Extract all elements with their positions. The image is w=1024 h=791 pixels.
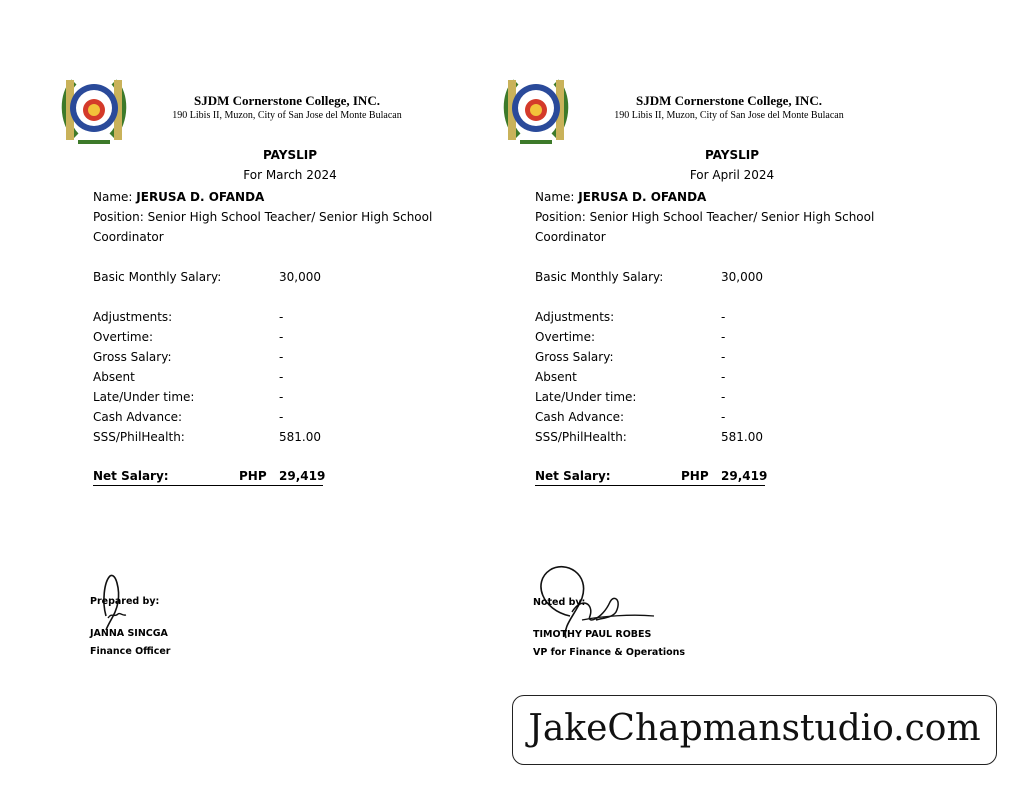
- net-salary-currency: PHP: [239, 469, 267, 483]
- payslip-period: For March 2024: [243, 168, 337, 182]
- item-value: -: [721, 410, 726, 424]
- item-label: Cash Advance:: [535, 410, 625, 424]
- item-value: -: [279, 330, 284, 344]
- signer-name: JANNA SINCGA: [90, 628, 168, 639]
- payslip-march: [60, 72, 460, 672]
- name-value: JERUSA D. OFANDA: [136, 190, 265, 204]
- school-header: [132, 93, 442, 122]
- item-value: -: [721, 370, 726, 384]
- school-name: SJDM Cornerstone College, INC.: [636, 93, 822, 108]
- employee-name: [93, 187, 264, 207]
- item-label: Absent: [93, 370, 135, 384]
- net-salary-currency: PHP: [681, 469, 709, 483]
- item-label: SSS/PhilHealth:: [535, 430, 627, 444]
- prepared-by-label: Prepared by:: [90, 596, 160, 607]
- item-label: Adjustments:: [535, 310, 615, 324]
- net-salary-value: 29,419: [279, 469, 326, 483]
- name-value: JERUSA D. OFANDA: [578, 190, 707, 204]
- item-value: -: [721, 350, 726, 364]
- payslip-april: [502, 72, 902, 672]
- school-address: 190 Libis II, Muzon, City of San Jose del Monte Bulacan: [614, 110, 844, 121]
- item-value: -: [721, 330, 726, 344]
- school-seal-icon: [502, 74, 570, 146]
- payslip-period: For April 2024: [689, 168, 775, 182]
- position-line1: Position: Senior High School Teacher/ Senior High School: [535, 210, 875, 224]
- employee-name: [535, 187, 706, 207]
- item-value: 30,000: [721, 270, 763, 284]
- noted-by-label: Noted by:: [533, 597, 586, 608]
- item-value: 581.00: [721, 430, 763, 444]
- net-salary-row: [93, 467, 326, 486]
- net-salary-label: Net Salary:: [535, 469, 611, 483]
- payslip-title: PAYSLIP: [704, 148, 760, 162]
- item-value: -: [279, 350, 284, 364]
- item-label: Adjustments:: [93, 310, 173, 324]
- item-value: -: [279, 310, 284, 324]
- net-salary-row: [535, 467, 768, 486]
- position-line2: Coordinator: [535, 230, 606, 244]
- item-value: -: [279, 390, 284, 404]
- position-line1: Position: Senior High School Teacher/ Senior High School: [93, 210, 433, 224]
- item-label: Late/Under time:: [535, 390, 637, 404]
- name-label: Name:: [93, 190, 133, 204]
- item-label: Basic Monthly Salary:: [535, 270, 664, 284]
- item-label: Late/Under time:: [93, 390, 195, 404]
- item-label: Absent: [535, 370, 577, 384]
- signer-title: Finance Officer: [90, 646, 171, 657]
- school-address: 190 Libis II, Muzon, City of San Jose del Monte Bulacan: [172, 110, 402, 121]
- item-label: Overtime:: [535, 330, 596, 344]
- school-seal-icon: [60, 74, 128, 146]
- name-label: Name:: [535, 190, 575, 204]
- item-label: Basic Monthly Salary:: [93, 270, 222, 284]
- signer-title: VP for Finance & Operations: [533, 647, 686, 658]
- item-label: Overtime:: [93, 330, 154, 344]
- item-value: -: [279, 410, 284, 424]
- net-salary-value: 29,419: [721, 469, 768, 483]
- school-header: [574, 93, 884, 122]
- item-label: Gross Salary:: [535, 350, 614, 364]
- item-label: SSS/PhilHealth:: [93, 430, 185, 444]
- position-line2: Coordinator: [93, 230, 164, 244]
- item-label: Gross Salary:: [93, 350, 172, 364]
- signer-name: TIMOTHY PAUL ROBES: [533, 629, 652, 640]
- item-value: -: [721, 310, 726, 324]
- net-salary-label: Net Salary:: [93, 469, 169, 483]
- watermark: JakeChapmanstudio.com: [512, 695, 997, 765]
- item-value: 581.00: [279, 430, 321, 444]
- item-value: -: [721, 390, 726, 404]
- item-value: 30,000: [279, 270, 321, 284]
- item-label: Cash Advance:: [93, 410, 183, 424]
- item-value: -: [279, 370, 284, 384]
- school-name: SJDM Cornerstone College, INC.: [194, 93, 380, 108]
- payslip-title: PAYSLIP: [262, 148, 318, 162]
